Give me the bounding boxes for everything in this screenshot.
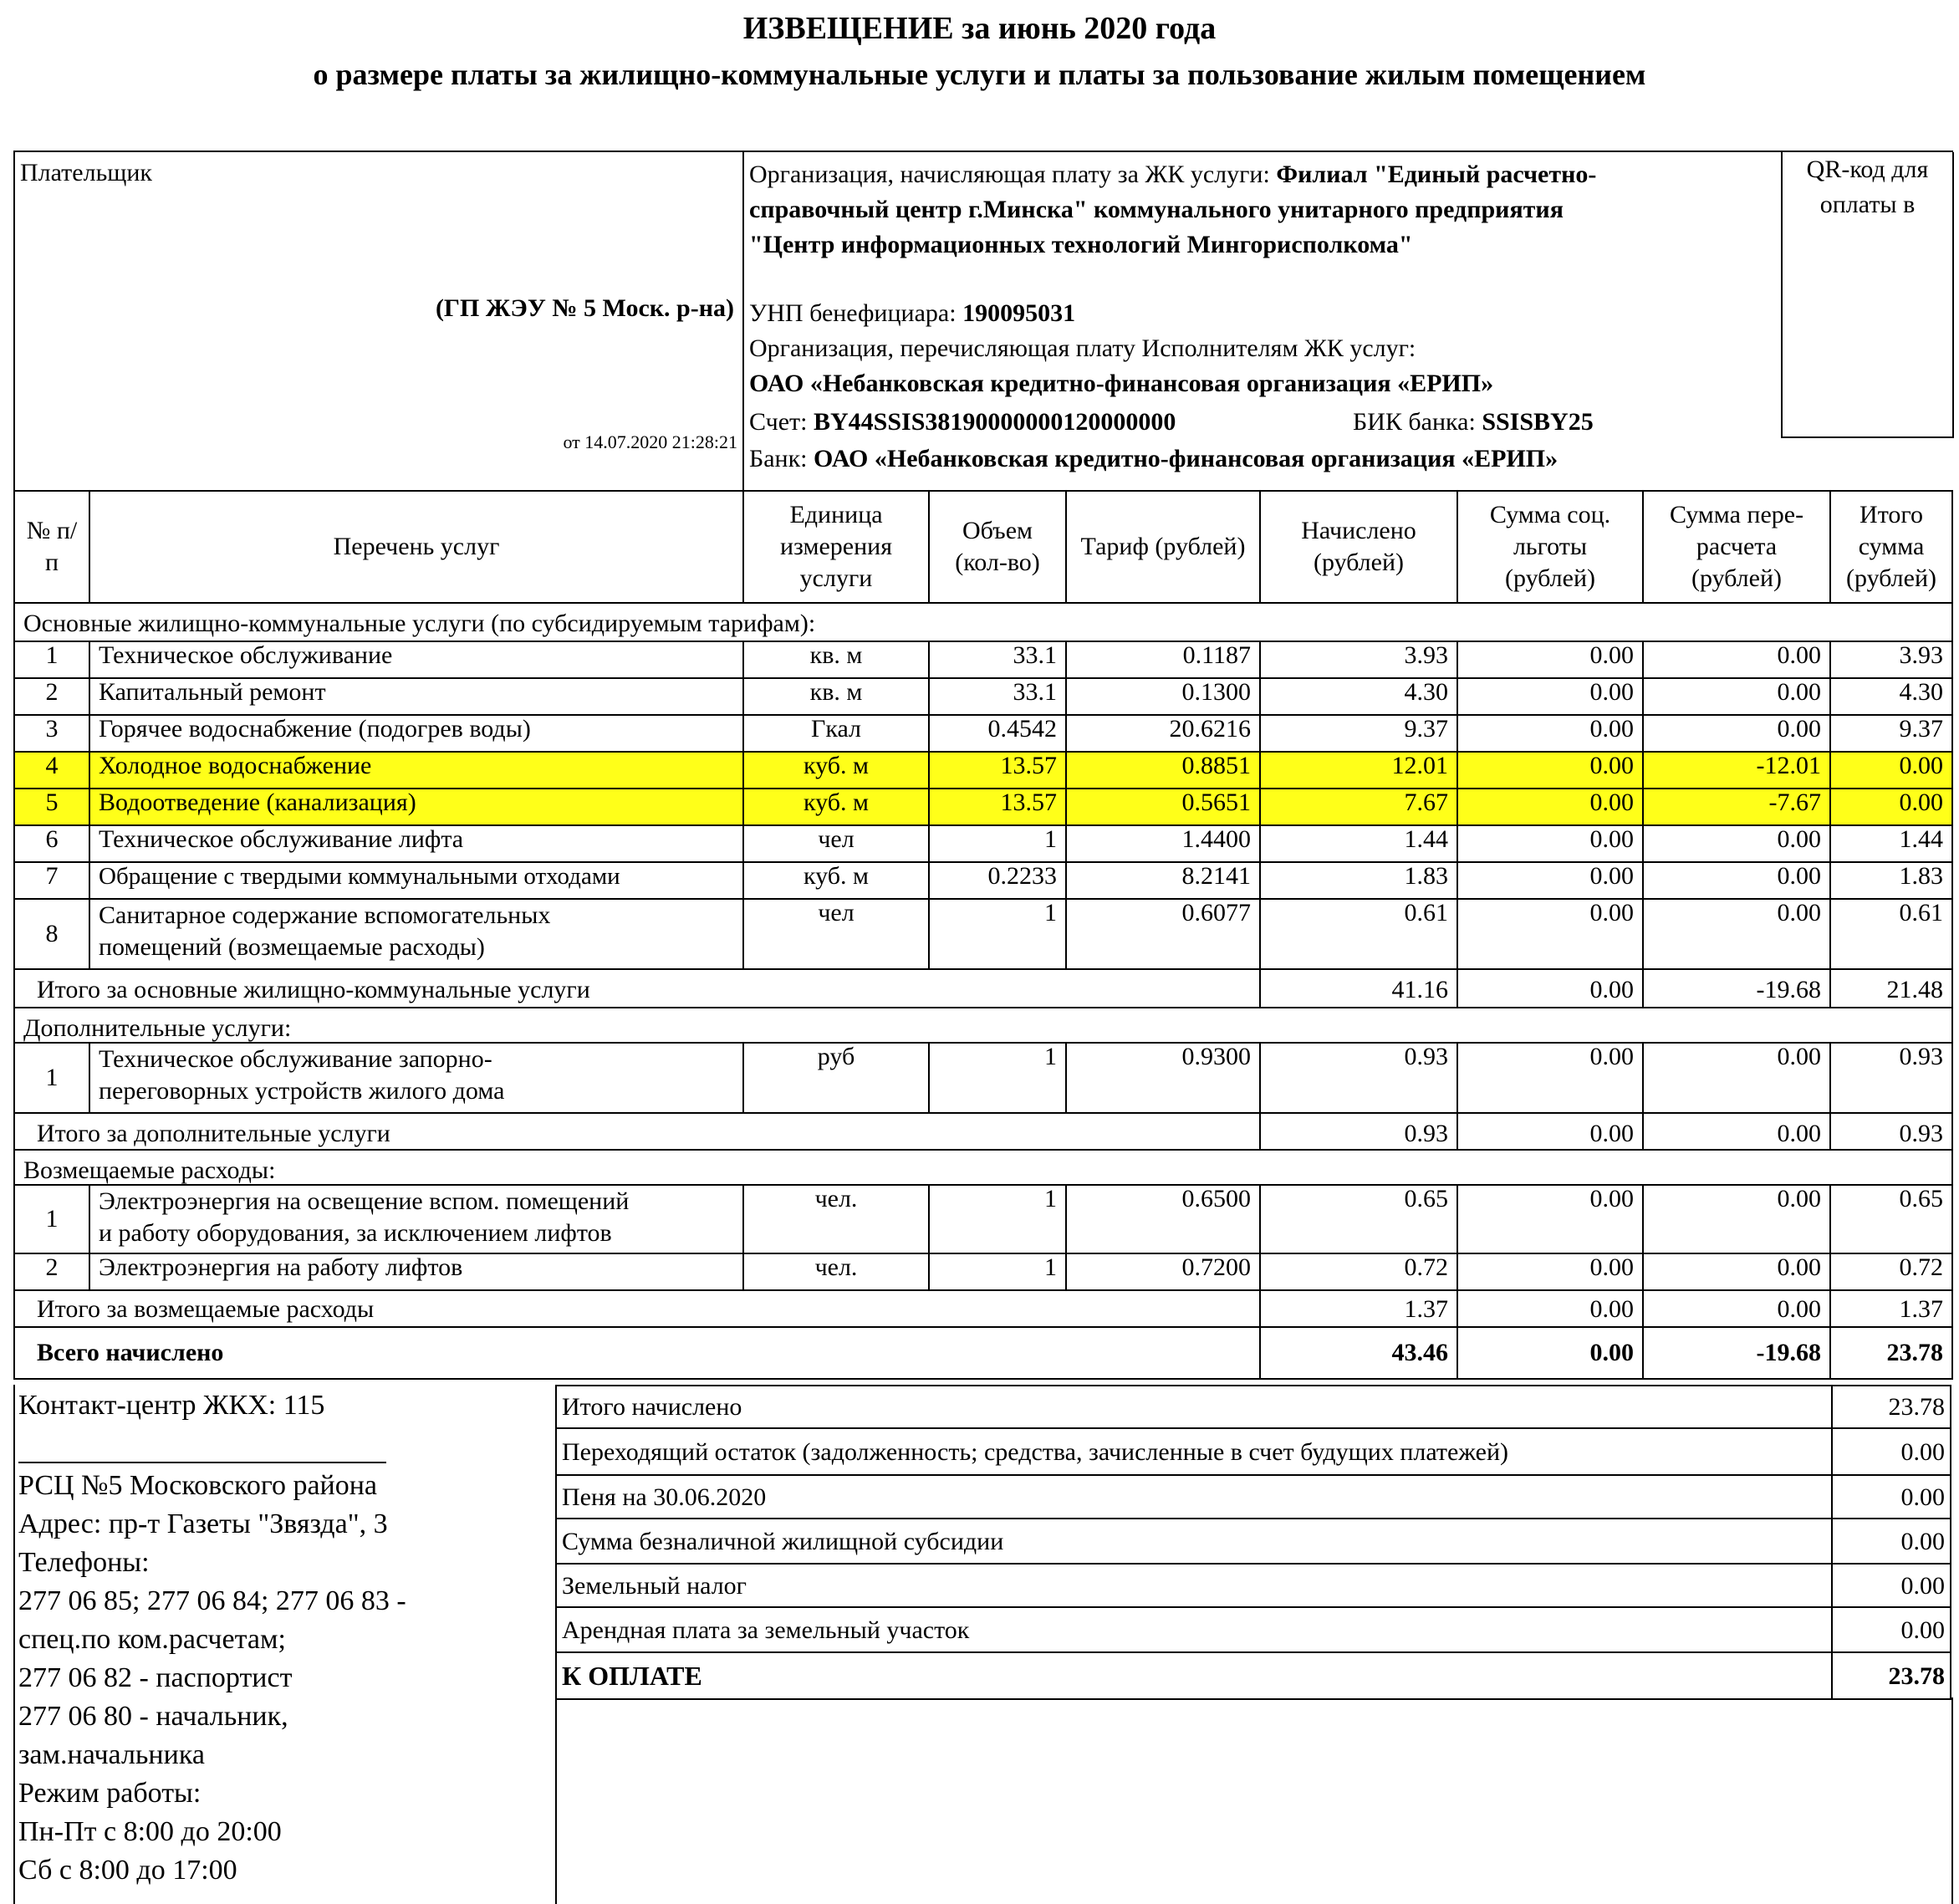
row-recalc: -12.01 [1643, 752, 1830, 789]
table-row [14, 862, 1952, 899]
row-total: 0.72 [1830, 1253, 1952, 1290]
row-charged: 1.83 [1260, 862, 1457, 899]
row-volume: 13.57 [929, 752, 1066, 789]
row-unit: куб. м [743, 752, 929, 789]
contact-line: Пн-Пт с 8:00 до 20:00 [18, 1816, 282, 1847]
summary-value: 0.00 [1832, 1475, 1951, 1519]
summary-row [556, 1475, 1951, 1519]
summary-label: Итого начислено [556, 1386, 1832, 1428]
subtotal-recalc: 0.00 [1643, 1113, 1830, 1150]
row-num: 6 [14, 825, 89, 862]
header-service: Перечень услуг [89, 491, 743, 603]
summary-label: Переходящий остаток (задолженность; средства, зачисленные в счет будущих платежей) [556, 1428, 1832, 1475]
row-charged: 0.93 [1260, 1043, 1457, 1113]
table-row-highlighted [14, 752, 1952, 789]
transfer-label: Организация, перечисляющая плату Исполнителям ЖК услуг: [749, 334, 1416, 362]
grand-total-recalc: -19.68 [1643, 1327, 1830, 1379]
row-unit: кв. м [743, 641, 929, 678]
row-service [89, 899, 743, 969]
subtotal-benefit: 0.00 [1457, 1290, 1643, 1327]
section-main-header [14, 603, 1952, 641]
subtotal-row [14, 1290, 1952, 1327]
unp-value: 190095031 [962, 299, 1076, 327]
row-recalc: 0.00 [1643, 862, 1830, 899]
subtotal-charged: 41.16 [1260, 969, 1457, 1008]
subtotal-label: Итого за основные жилищно-коммунальные услуги [14, 969, 1260, 1008]
subtotal-benefit: 0.00 [1457, 1113, 1643, 1150]
row-total: 0.00 [1830, 752, 1952, 789]
grand-total-label: Всего начислено [14, 1327, 1260, 1379]
row-recalc: 0.00 [1643, 715, 1830, 752]
row-tariff: 0.5651 [1066, 789, 1260, 825]
row-unit: чел [743, 825, 929, 862]
row-charged: 3.93 [1260, 641, 1457, 678]
header-recalc: Сумма пере-расчета (рублей) [1643, 491, 1830, 603]
subtotal-row [14, 969, 1952, 1008]
subtotal-total: 21.48 [1830, 969, 1952, 1008]
contact-line: Адрес: пр-т Газеты "Звязда", 3 [18, 1508, 388, 1539]
row-volume: 13.57 [929, 789, 1066, 825]
row-volume: 1 [929, 1043, 1066, 1113]
row-service [89, 1185, 743, 1253]
summary-value: 0.00 [1832, 1519, 1951, 1564]
contact-line: зам.начальника [18, 1739, 205, 1770]
section-extra-title: Дополнительные услуги: [14, 1008, 1952, 1043]
contact-line: РСЦ №5 Московского района [18, 1470, 378, 1501]
summary-total-label: К ОПЛАТЕ [556, 1652, 1832, 1699]
summary-row [556, 1428, 1951, 1475]
org-line1-prefix: Организация, начисляющая плату за ЖК услуги: [749, 161, 1277, 188]
row-tariff: 0.9300 [1066, 1043, 1260, 1113]
account-label: Счет: [749, 408, 814, 436]
row-service: Водоотведение (канализация) [89, 789, 743, 825]
row-total: 3.93 [1830, 641, 1952, 678]
row-tariff: 0.1300 [1066, 678, 1260, 715]
row-tariff: 1.4400 [1066, 825, 1260, 862]
summary-label: Земельный налог [556, 1564, 1832, 1607]
row-service: Горячее водоснабжение (подогрев воды) [89, 715, 743, 752]
summary-label: Пеня на 30.06.2020 [556, 1475, 1832, 1519]
row-charged: 9.37 [1260, 715, 1457, 752]
row-unit: чел [743, 899, 929, 969]
row-unit: куб. м [743, 789, 929, 825]
qr-label-1: QR-код для [1806, 156, 1929, 183]
payer-cell [15, 152, 744, 492]
summary-row-total [556, 1652, 1951, 1699]
row-total: 0.65 [1830, 1185, 1952, 1253]
row-tariff: 8.2141 [1066, 862, 1260, 899]
table-row [14, 678, 1952, 715]
row-service-line2: переговорных устройств жилого дома [99, 1077, 505, 1105]
bic-value: SSISBY25 [1482, 408, 1594, 436]
bic-label: БИК банка: [1353, 408, 1482, 436]
row-num: 7 [14, 862, 89, 899]
row-tariff: 0.8851 [1066, 752, 1260, 789]
subtotal-label: Итого за возмещаемые расходы [14, 1290, 1260, 1327]
section-reimb-header [14, 1150, 1952, 1185]
table-row [14, 1253, 1952, 1290]
grand-total-benefit: 0.00 [1457, 1327, 1643, 1379]
row-recalc: 0.00 [1643, 641, 1830, 678]
row-num: 1 [14, 1043, 89, 1113]
subtotal-total: 1.37 [1830, 1290, 1952, 1327]
payer-date: от 14.07.2020 21:28:21 [563, 431, 737, 452]
summary-value: 0.00 [1832, 1428, 1951, 1475]
summary-row [556, 1564, 1951, 1607]
qr-code-box [1781, 152, 1954, 438]
subtotal-label: Итого за дополнительные услуги [14, 1113, 1260, 1150]
row-num: 5 [14, 789, 89, 825]
divider [18, 1462, 386, 1463]
row-service-line1: Техническое обслуживание запорно- [99, 1045, 492, 1073]
row-recalc: 0.00 [1643, 1185, 1830, 1253]
row-benefit: 0.00 [1457, 825, 1643, 862]
summary-value: 23.78 [1832, 1386, 1951, 1428]
org-line2: справочный центр г.Минска" коммунального унитарного предприятия [749, 196, 1564, 223]
row-benefit: 0.00 [1457, 678, 1643, 715]
table-row [14, 899, 1952, 969]
row-service-line2: помещений (возмещаемые расходы) [99, 933, 485, 961]
grand-total-total: 23.78 [1830, 1327, 1952, 1379]
row-recalc: 0.00 [1643, 825, 1830, 862]
row-service: Электроэнергия на работу лифтов [89, 1253, 743, 1290]
row-service: Холодное водоснабжение [89, 752, 743, 789]
row-benefit: 0.00 [1457, 715, 1643, 752]
transfer-org: ОАО «Небанковская кредитно-финансовая организация «ЕРИП» [749, 370, 1494, 397]
row-charged: 7.67 [1260, 789, 1457, 825]
row-benefit: 0.00 [1457, 899, 1643, 969]
contact-line: 277 06 85; 277 06 84; 277 06 83 - [18, 1585, 406, 1616]
bank-label: Банк: [749, 445, 814, 472]
row-charged: 0.65 [1260, 1185, 1457, 1253]
table-row [14, 825, 1952, 862]
row-num: 1 [14, 641, 89, 678]
subtotal-total: 0.93 [1830, 1113, 1952, 1150]
row-volume: 33.1 [929, 641, 1066, 678]
row-total: 1.83 [1830, 862, 1952, 899]
summary-value: 0.00 [1832, 1564, 1951, 1607]
contact-line: 277 06 82 - паспортист [18, 1662, 293, 1693]
row-tariff: 0.6077 [1066, 899, 1260, 969]
table-row-highlighted [14, 789, 1952, 825]
row-service-line1: Санитарное содержание вспомогательных [99, 901, 551, 929]
row-total: 0.93 [1830, 1043, 1952, 1113]
summary-total-value: 23.78 [1832, 1652, 1951, 1699]
row-tariff: 20.6216 [1066, 715, 1260, 752]
row-charged: 0.61 [1260, 899, 1457, 969]
header-block [13, 151, 1953, 492]
row-unit: Гкал [743, 715, 929, 752]
row-num: 2 [14, 678, 89, 715]
contact-center: Контакт-центр ЖКХ: 115 [18, 1390, 325, 1421]
row-volume: 0.4542 [929, 715, 1066, 752]
row-service: Капитальный ремонт [89, 678, 743, 715]
services-table [13, 490, 1953, 1380]
row-tariff: 0.1187 [1066, 641, 1260, 678]
row-recalc: 0.00 [1643, 1043, 1830, 1113]
row-tariff: 0.6500 [1066, 1185, 1260, 1253]
contact-block [13, 1385, 557, 1904]
row-service [89, 1043, 743, 1113]
empty-area [555, 1697, 1953, 1904]
row-recalc: 0.00 [1643, 899, 1830, 969]
notice-subtitle: о размере платы за жилищно-коммунальные услуги и платы за пользование жилым помещением [313, 58, 1646, 91]
header-unit: Единица измерения услуги [743, 491, 929, 603]
row-charged: 4.30 [1260, 678, 1457, 715]
section-main-title: Основные жилищно-коммунальные услуги (по субсидируемым тарифам): [14, 603, 1952, 641]
section-extra-header [14, 1008, 1952, 1043]
row-volume: 1 [929, 899, 1066, 969]
row-num: 3 [14, 715, 89, 752]
row-total: 4.30 [1830, 678, 1952, 715]
table-row [14, 1043, 1952, 1113]
row-unit: куб. м [743, 862, 929, 899]
section-reimb-title: Возмещаемые расходы: [14, 1150, 1952, 1185]
row-volume: 33.1 [929, 678, 1066, 715]
subtotal-charged: 0.93 [1260, 1113, 1457, 1150]
payment-summary [555, 1385, 1951, 1700]
notice-title: ИЗВЕЩЕНИЕ за июнь 2020 года [742, 11, 1217, 46]
row-recalc: 0.00 [1643, 678, 1830, 715]
row-benefit: 0.00 [1457, 641, 1643, 678]
summary-label: Сумма безналичной жилищной субсидии [556, 1519, 1832, 1564]
row-benefit: 0.00 [1457, 1185, 1643, 1253]
contact-line: спец.по ком.расчетам; [18, 1624, 286, 1655]
row-benefit: 0.00 [1457, 789, 1643, 825]
summary-value: 0.00 [1832, 1607, 1951, 1652]
unp-label: УНП бенефициара: [749, 299, 963, 327]
subtotal-recalc: -19.68 [1643, 969, 1830, 1008]
row-num: 4 [14, 752, 89, 789]
row-service-line2: и работу оборудования, за исключением лифтов [99, 1219, 612, 1247]
organization-cell [744, 152, 1779, 492]
row-unit: руб [743, 1043, 929, 1113]
table-header [14, 491, 1952, 603]
subtotal-recalc: 0.00 [1643, 1290, 1830, 1327]
header-total: Итого сумма (рублей) [1830, 491, 1952, 603]
row-recalc: 0.00 [1643, 1253, 1830, 1290]
grand-total-charged: 43.46 [1260, 1327, 1457, 1379]
org-line3: "Центр информационных технологий Мингорисполкома" [749, 231, 1413, 258]
row-num: 1 [14, 1185, 89, 1253]
row-total: 9.37 [1830, 715, 1952, 752]
subtotal-benefit: 0.00 [1457, 969, 1643, 1008]
summary-row [556, 1607, 1951, 1652]
qr-label-2: оплаты в [1819, 191, 1916, 218]
subtotal-charged: 1.37 [1260, 1290, 1457, 1327]
row-volume: 1 [929, 1253, 1066, 1290]
row-tariff: 0.7200 [1066, 1253, 1260, 1290]
contact-line: Телефоны: [18, 1547, 150, 1578]
row-service: Техническое обслуживание [89, 641, 743, 678]
contact-line: 277 06 80 - начальник, [18, 1701, 288, 1732]
bank-value: ОАО «Небанковская кредитно-финансовая организация «ЕРИП» [814, 445, 1559, 472]
row-benefit: 0.00 [1457, 752, 1643, 789]
row-volume: 0.2233 [929, 862, 1066, 899]
header-num: № п/п [14, 491, 89, 603]
summary-row [556, 1386, 1951, 1428]
grand-total-row [14, 1327, 1952, 1379]
row-volume: 1 [929, 825, 1066, 862]
row-total: 0.00 [1830, 789, 1952, 825]
row-charged: 0.72 [1260, 1253, 1457, 1290]
row-charged: 12.01 [1260, 752, 1457, 789]
row-service: Техническое обслуживание лифта [89, 825, 743, 862]
row-benefit: 0.00 [1457, 1253, 1643, 1290]
row-num: 2 [14, 1253, 89, 1290]
payer-office: (ГП ЖЭУ № 5 Моск. р-на) [435, 294, 734, 322]
summary-row [556, 1519, 1951, 1564]
row-charged: 1.44 [1260, 825, 1457, 862]
row-service: Обращение с твердыми коммунальными отходами [89, 862, 743, 899]
contact-line: Сб с 8:00 до 17:00 [18, 1855, 237, 1886]
org-line1-bold: Филиал "Единый расчетно- [1276, 161, 1597, 188]
row-benefit: 0.00 [1457, 1043, 1643, 1113]
row-unit: чел. [743, 1185, 929, 1253]
header-volume: Объем (кол-во) [929, 491, 1066, 603]
row-total: 0.61 [1830, 899, 1952, 969]
row-service-line1: Электроэнергия на освещение вспом. помещений [99, 1187, 630, 1215]
row-recalc: -7.67 [1643, 789, 1830, 825]
row-benefit: 0.00 [1457, 862, 1643, 899]
header-benefit: Сумма соц. льготы (рублей) [1457, 491, 1643, 603]
row-volume: 1 [929, 1185, 1066, 1253]
row-unit: чел. [743, 1253, 929, 1290]
contact-line: Режим работы: [18, 1778, 202, 1809]
subtotal-row [14, 1113, 1952, 1150]
table-row [14, 641, 1952, 678]
payer-label: Плательщик [20, 159, 152, 186]
header-charged: Начислено (рублей) [1260, 491, 1457, 603]
table-row [14, 1185, 1952, 1253]
table-row [14, 715, 1952, 752]
row-total: 1.44 [1830, 825, 1952, 862]
header-tariff: Тариф (рублей) [1066, 491, 1260, 603]
row-num: 8 [14, 899, 89, 969]
row-unit: кв. м [743, 678, 929, 715]
summary-label: Арендная плата за земельный участок [556, 1607, 1832, 1652]
account-value: BY44SSIS38190000000120000000 [813, 408, 1176, 436]
